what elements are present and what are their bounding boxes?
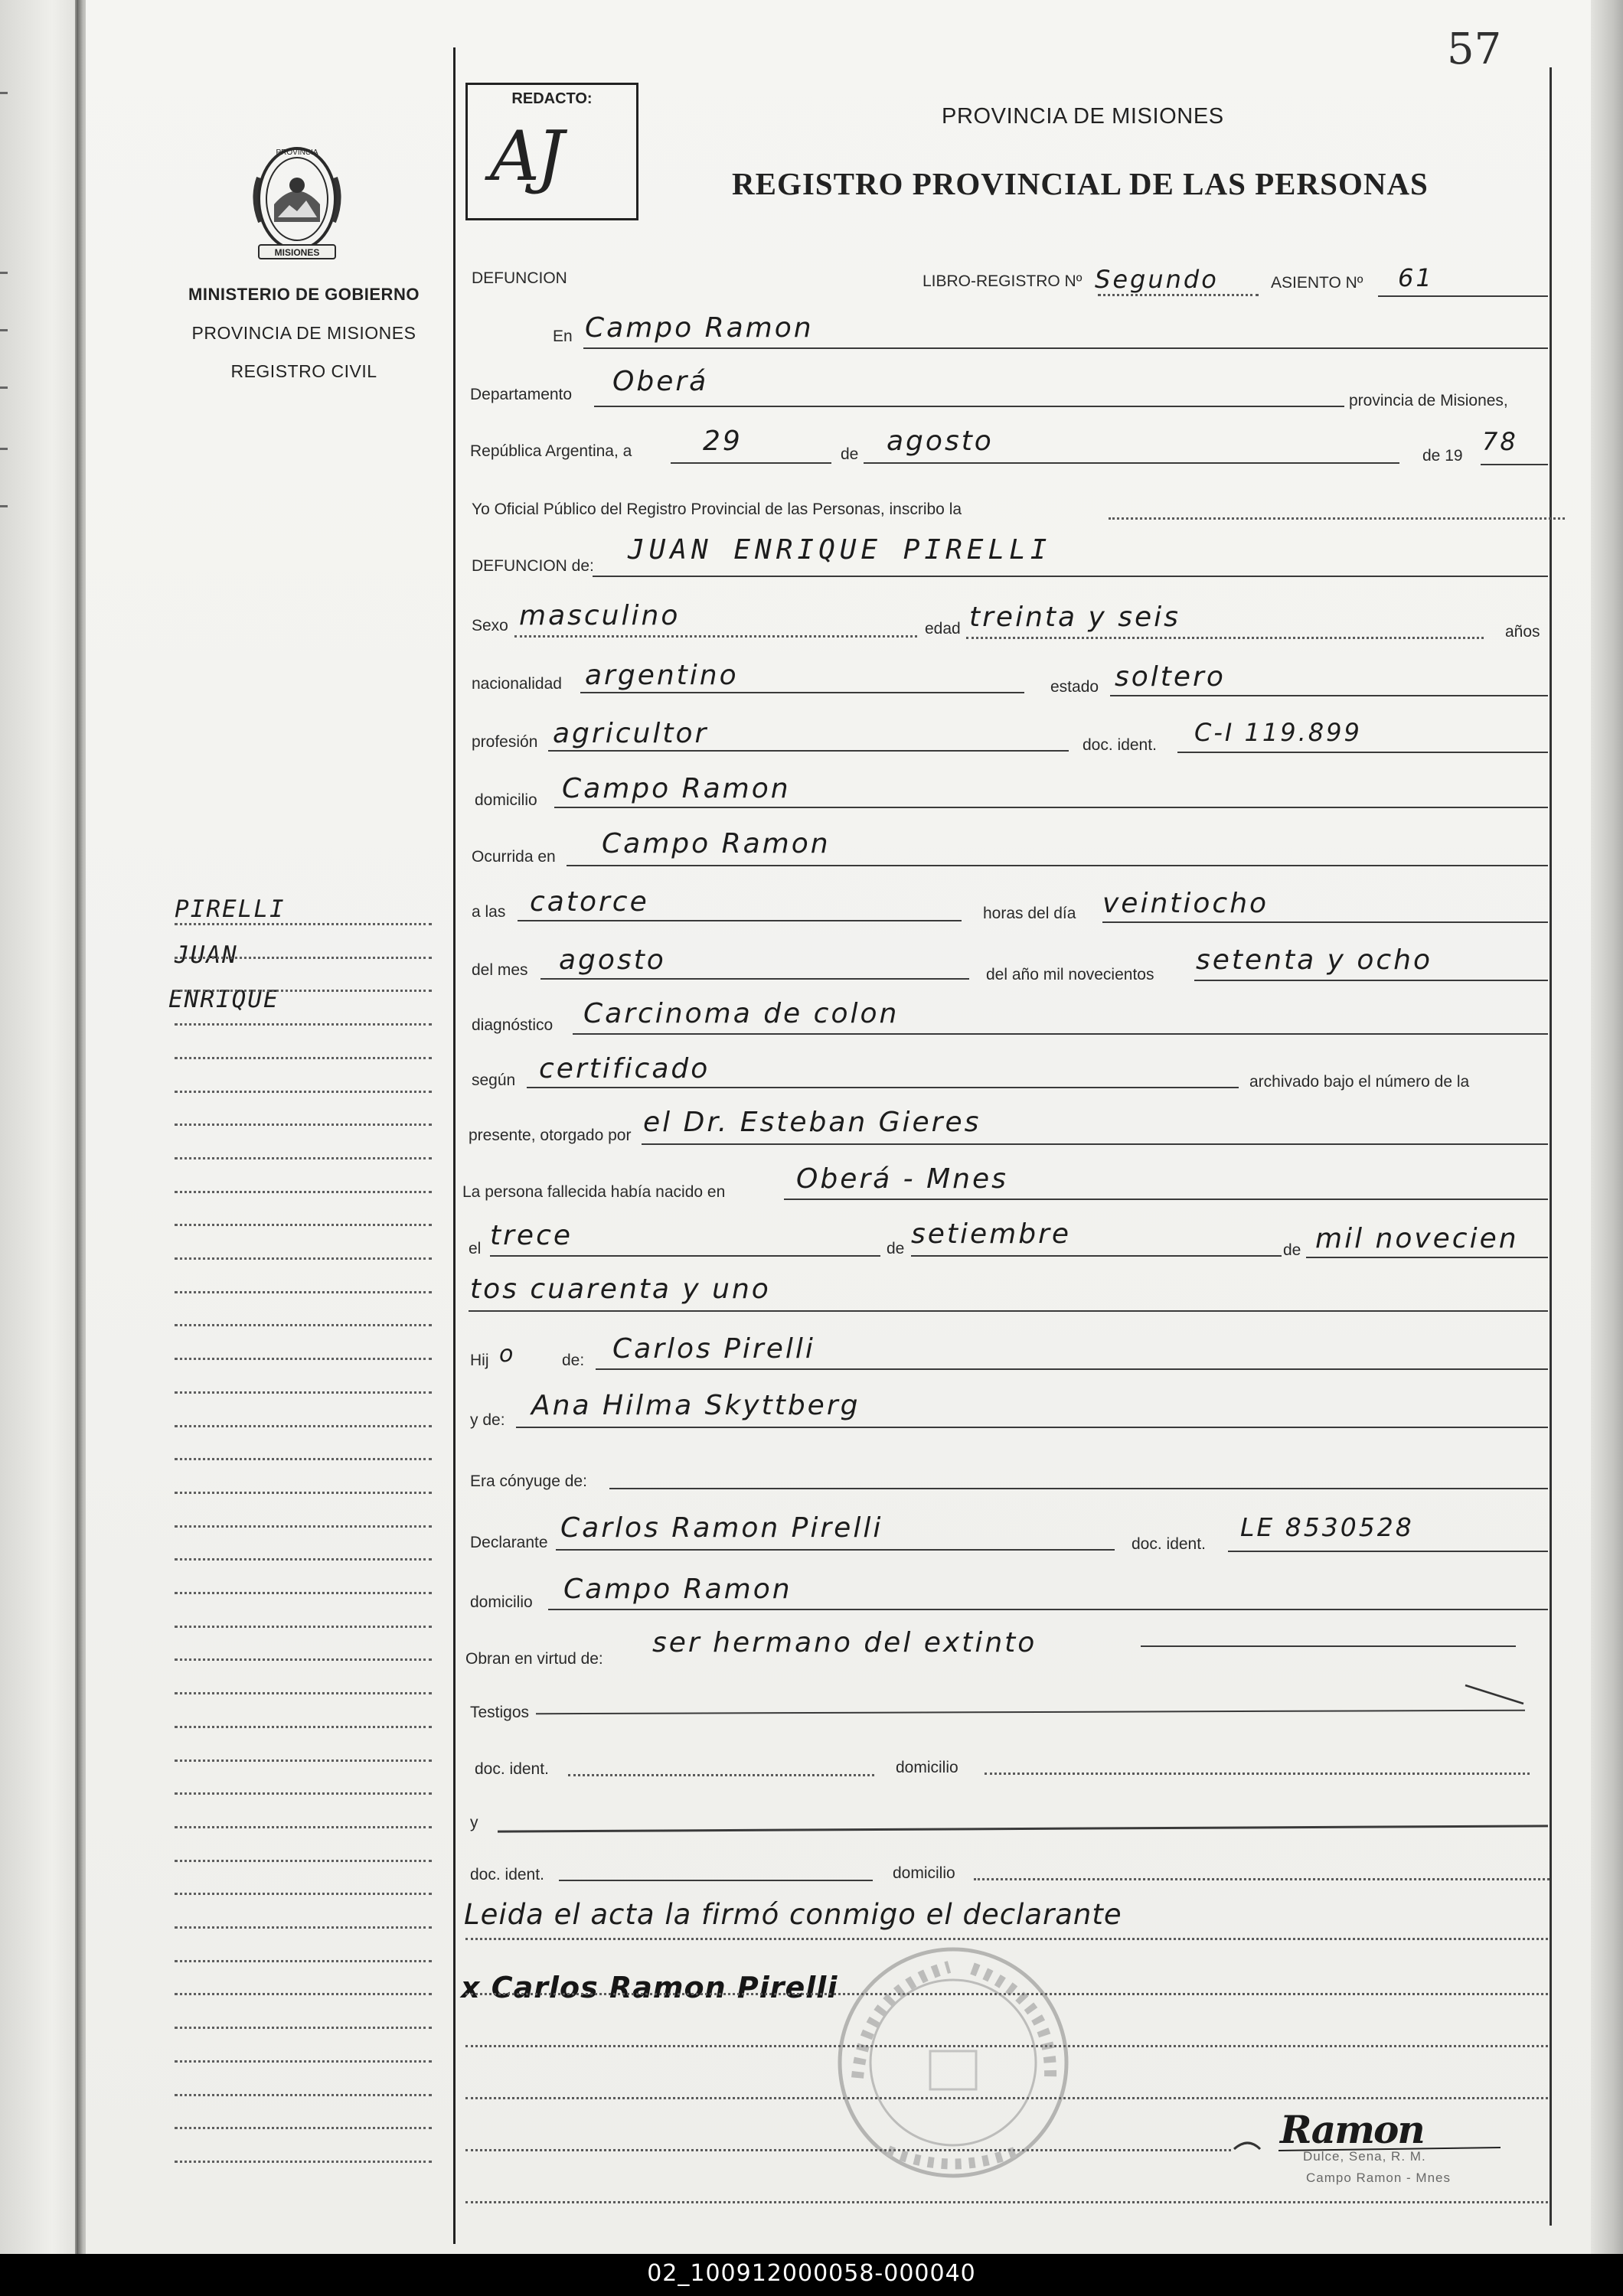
testigos-strike-mark <box>1462 1681 1531 1711</box>
margin-dotted-line <box>175 1291 432 1293</box>
domicilio-label: domicilio <box>475 791 537 809</box>
margin-dotted-line <box>175 1157 432 1159</box>
margin-dotted-line <box>175 1057 432 1059</box>
decl-dom-label: domicilio <box>470 1593 533 1611</box>
decl-doc-value: LE 8530528 <box>1240 1512 1414 1542</box>
emblem-ribbon-text: MISIONES <box>274 247 320 258</box>
previous-page-edge <box>0 0 77 2254</box>
conyuge-label: Era cónyuge de: <box>470 1473 587 1490</box>
delmes-value: agosto <box>559 944 666 976</box>
anos-label: años <box>1505 623 1540 641</box>
nac-mes-value: setiembre <box>911 1218 1072 1250</box>
presente-value: el Dr. Esteban Gieres <box>643 1107 981 1138</box>
redacto-initials: AJ <box>490 116 562 197</box>
form-right-rule <box>1550 67 1552 2226</box>
doc-ident-value: C-I 119.899 <box>1194 718 1362 747</box>
alas-line <box>518 920 962 921</box>
official-signature-text: Ramon <box>1280 2107 1424 2152</box>
t1-dom-line <box>985 1773 1530 1775</box>
margin-dotted-line <box>175 1191 432 1193</box>
province-title: PROVINCIA DE MISIONES <box>942 104 1224 129</box>
mes-line <box>864 462 1399 464</box>
margin-dotted-line <box>175 1626 432 1628</box>
declarante-value: Carlos Ramon Pirelli <box>560 1512 883 1544</box>
margin-dotted-line <box>175 2127 432 2129</box>
defuncion-de-label: DEFUNCION de: <box>472 557 594 575</box>
margin-dotted-line <box>175 1358 432 1360</box>
margin-dotted-line <box>175 1525 432 1528</box>
testigos-label: Testigos <box>470 1704 530 1721</box>
estado-label: estado <box>1050 678 1099 696</box>
margin-dotted-line <box>175 923 432 925</box>
margin-dotted-line <box>175 1592 432 1594</box>
el-line <box>490 1255 880 1257</box>
signature-dotted-line-5 <box>465 2201 1548 2203</box>
margin-dotted-line <box>175 1792 432 1795</box>
estado-value: soltero <box>1115 661 1226 693</box>
dia-value: 29 <box>703 426 743 457</box>
nacido-value: Oberá - Mnes <box>796 1163 1008 1195</box>
t2-dom-line <box>974 1878 1550 1880</box>
nac-anio-de-label: de <box>1283 1241 1301 1259</box>
padre-line <box>596 1368 1548 1370</box>
nacido-label: La persona fallecida había nacido en <box>462 1183 726 1201</box>
segun-line <box>527 1087 1239 1088</box>
ocurrida-line <box>567 865 1548 866</box>
margin-dotted-line <box>175 1458 432 1460</box>
diagnostico-label: diagnóstico <box>472 1016 554 1034</box>
margin-dotted-line <box>175 1492 432 1494</box>
deceased-name: JUAN ENRIQUE PIRELLI <box>628 534 1052 566</box>
registry-seal-stamp <box>834 1944 1072 2181</box>
margin-first-name: JUAN <box>175 941 238 969</box>
hijo-de-label: de: <box>562 1352 585 1369</box>
departamento-label: Departamento <box>470 386 573 403</box>
defuncion-label: DEFUNCION <box>472 269 567 287</box>
nacionalidad-line <box>580 692 1024 693</box>
nac-anio-cont: tos cuarenta y uno <box>470 1274 771 1305</box>
province-subheading: PROVINCIA DE MISIONES <box>191 323 416 343</box>
t2-doc-label: doc. ident. <box>470 1866 544 1883</box>
y-label: y <box>470 1814 478 1831</box>
margin-dotted-line <box>175 990 432 992</box>
libro-value: Segundo <box>1095 265 1219 294</box>
margin-dotted-line <box>175 1960 432 1962</box>
archivado-label: archivado bajo el número de la <box>1249 1073 1470 1091</box>
delanio-label: del año mil novecientos <box>986 966 1154 983</box>
margin-dotted-line <box>175 1692 432 1694</box>
sexo-value: masculino <box>519 600 681 631</box>
obran-label: Obran en virtud de: <box>465 1650 603 1668</box>
margin-dotted-line <box>175 1558 432 1561</box>
obran-value: ser hermano del extinto <box>652 1627 1037 1658</box>
segun-value: certificado <box>539 1053 710 1084</box>
decl-doc-label: doc. ident. <box>1132 1535 1206 1553</box>
declarant-signature-text: x Carlos Ramon Pirelli <box>461 1971 838 2004</box>
margin-dotted-line <box>175 1860 432 1862</box>
departamento-value: Oberá <box>612 366 709 397</box>
en-value: Campo Ramon <box>585 312 814 344</box>
page-number: 57 <box>1447 24 1502 74</box>
nac-anio-cont-line <box>469 1310 1548 1312</box>
doc-ident-line <box>1177 752 1548 753</box>
diagnostico-value: Carcinoma de colon <box>583 998 900 1029</box>
delmes-label: del mes <box>472 961 528 979</box>
hijo-suffix: o <box>499 1341 516 1368</box>
provincial-emblem-icon <box>243 132 351 262</box>
madre-value: Ana Hilma Skyttberg <box>531 1390 860 1421</box>
conyuge-line <box>609 1488 1548 1489</box>
civil-registry-subheading: REGISTRO CIVIL <box>230 361 377 381</box>
mes-value: agosto <box>887 426 994 457</box>
el-label: el <box>469 1240 482 1257</box>
yde-label: y de: <box>470 1411 505 1429</box>
nac-mes-line <box>911 1255 1282 1257</box>
margin-dotted-line <box>175 2161 432 2163</box>
yo-oficial-text: Yo Oficial Público del Registro Provincial de las Personas, inscribo la <box>472 501 962 518</box>
nac-mes-de-label: de <box>887 1240 905 1257</box>
padre-value: Carlos Pirelli <box>612 1333 815 1365</box>
departamento-line <box>594 406 1344 407</box>
libro-label: LIBRO-REGISTRO Nº <box>923 272 1083 290</box>
el-value: trece <box>490 1220 573 1251</box>
diagnostico-line <box>573 1033 1548 1035</box>
nacionalidad-value: argentino <box>585 660 739 691</box>
horas-value: veintiocho <box>1102 888 1269 919</box>
horas-line <box>1102 921 1548 923</box>
domicilio-line <box>554 807 1548 808</box>
margin-dotted-line <box>175 1257 432 1260</box>
nac-anio-line <box>1306 1257 1548 1258</box>
margin-dotted-line <box>175 1224 432 1226</box>
redacto-label: REDACTO: <box>511 90 593 107</box>
asiento-line <box>1378 295 1548 297</box>
profesion-value: agricultor <box>553 718 709 749</box>
margin-middle-name: ENRIQUE <box>168 986 279 1013</box>
libro-line <box>1098 294 1259 296</box>
doc-ident-label: doc. ident. <box>1083 736 1157 754</box>
margin-dotted-line <box>175 2094 432 2096</box>
estado-line <box>1110 695 1548 696</box>
nac-anio-value: mil novecien <box>1315 1223 1519 1254</box>
sexo-line <box>514 635 917 638</box>
delmes-line <box>540 978 969 980</box>
inscribo-line <box>1109 517 1565 520</box>
hijo-label: Hij <box>470 1352 489 1369</box>
margin-dotted-line <box>175 1893 432 1895</box>
ocurrida-value: Campo Ramon <box>602 828 831 859</box>
anio-line <box>1481 464 1548 465</box>
decl-dom-value: Campo Ramon <box>563 1574 792 1605</box>
nacido-line <box>784 1199 1548 1200</box>
margin-dotted-line <box>175 1993 432 1995</box>
segun-label: según <box>472 1071 516 1089</box>
margin-dotted-line <box>175 1726 432 1728</box>
t2-dom-label: domicilio <box>893 1864 955 1882</box>
registry-title: REGISTRO PROVINCIAL DE LAS PERSONAS <box>732 166 1429 201</box>
deceased-line <box>593 576 1548 577</box>
margin-dotted-line <box>175 1658 432 1661</box>
decl-doc-line <box>1228 1551 1548 1552</box>
margin-dotted-line <box>175 1091 432 1093</box>
provincia-suffix: provincia de Misiones, <box>1349 392 1508 409</box>
obran-line <box>1141 1645 1516 1647</box>
page-edge-shadow <box>1591 0 1623 2254</box>
domicilio-value: Campo Ramon <box>562 773 791 804</box>
decl-dom-line <box>548 1609 1548 1610</box>
profesion-label: profesión <box>472 733 538 751</box>
leida-text: Leida el acta la firmó conmigo el declarante <box>464 1898 1122 1931</box>
asiento-value: 61 <box>1398 263 1434 292</box>
asiento-label: ASIENTO Nº <box>1271 274 1363 292</box>
margin-dotted-line <box>175 2060 432 2063</box>
t1-doc-line <box>568 1774 874 1776</box>
republica-label: República Argentina, a <box>470 442 632 460</box>
edad-value: treinta y seis <box>969 602 1181 633</box>
sexo-label: Sexo <box>472 617 508 634</box>
ocurrida-label: Ocurrida en <box>472 848 556 866</box>
margin-dotted-line <box>175 1826 432 1828</box>
delanio-line <box>1194 980 1548 981</box>
alas-label: a las <box>472 903 506 921</box>
ministry-heading: MINISTERIO DE GOBIERNO <box>188 285 420 304</box>
anio-value: 78 <box>1482 427 1518 456</box>
horas-label: horas del día <box>983 905 1076 922</box>
margin-dotted-line <box>175 1391 432 1394</box>
en-label: En <box>553 328 573 345</box>
alas-value: catorce <box>530 886 649 918</box>
profesion-line <box>548 750 1069 752</box>
margin-dotted-line <box>175 2027 432 2029</box>
declarante-line <box>556 1549 1115 1551</box>
margin-dotted-line <box>175 1023 432 1026</box>
presente-line <box>642 1143 1548 1145</box>
t1-doc-label: doc. ident. <box>475 1760 549 1778</box>
leida-line <box>465 1938 1548 1940</box>
presente-label: presente, otorgado por <box>469 1127 632 1144</box>
declarante-label: Declarante <box>470 1534 548 1551</box>
margin-dotted-line <box>175 1926 432 1929</box>
margin-dotted-line <box>175 1425 432 1427</box>
official-stamp-place: Campo Ramon - Mnes <box>1306 2170 1452 2185</box>
en-line <box>583 347 1548 349</box>
scan-file-code: 02_100912000058-000040 <box>647 2260 976 2287</box>
margin-dotted-line <box>175 1124 432 1126</box>
dia-line <box>671 462 831 464</box>
official-stamp-name: Dulce, Sena, R. M. <box>1303 2149 1426 2164</box>
margin-dotted-line <box>175 1760 432 1762</box>
t2-doc-line <box>559 1880 873 1881</box>
margin-dotted-line <box>175 1324 432 1326</box>
nacionalidad-label: nacionalidad <box>472 675 562 693</box>
t1-dom-label: domicilio <box>896 1759 958 1776</box>
edad-line <box>966 637 1484 639</box>
margin-column-rule <box>453 47 456 2244</box>
margin-surname: PIRELLI <box>175 895 286 923</box>
delanio-value: setenta y ocho <box>1196 944 1433 976</box>
margin-dotted-line <box>175 957 432 959</box>
anio-label: de 19 <box>1422 447 1463 465</box>
de-label: de <box>841 445 859 463</box>
madre-line <box>516 1427 1548 1428</box>
emblem-top-text: PROVINCIA <box>276 148 318 157</box>
edad-label: edad <box>925 620 961 638</box>
